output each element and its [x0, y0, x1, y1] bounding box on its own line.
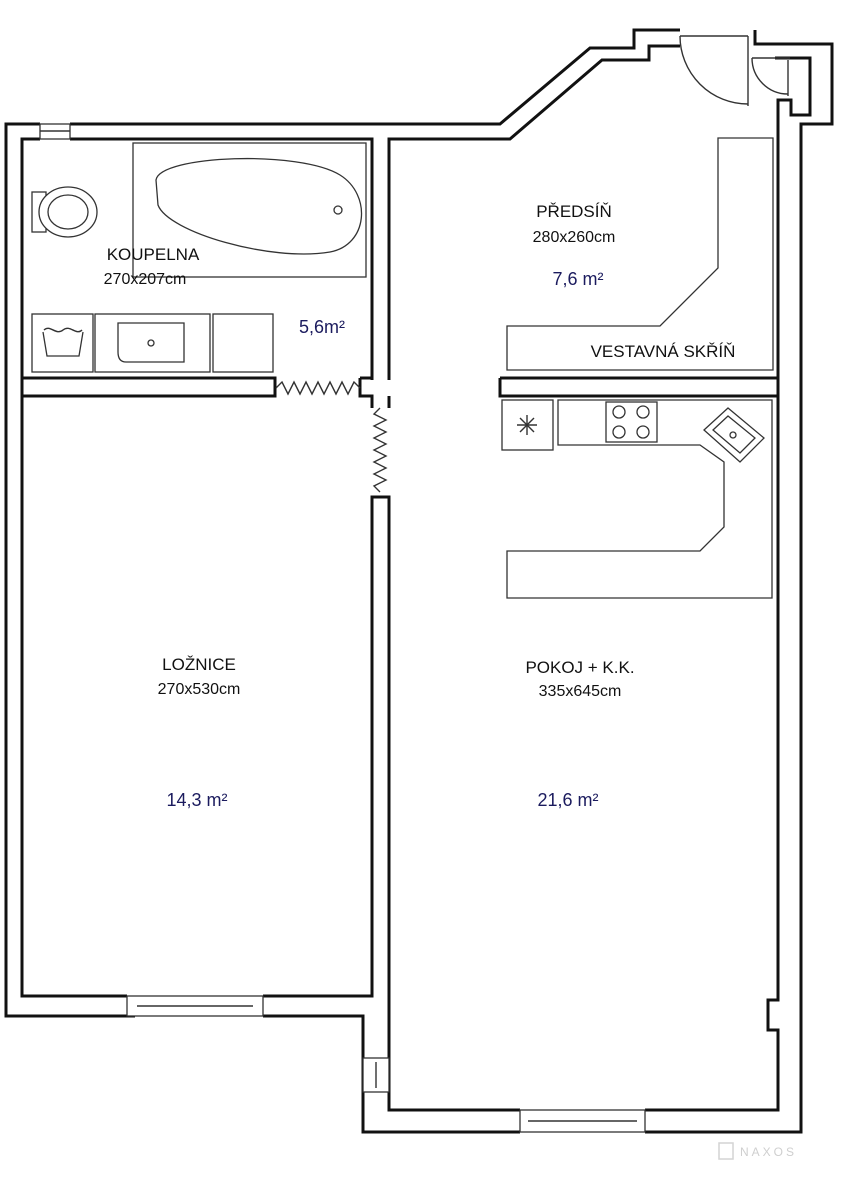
room-dimensions-pokoj: 335x645cm [538, 683, 622, 700]
watermark-text: NAXOS [740, 1145, 798, 1159]
sliding-door-bathroom [276, 382, 360, 394]
entrance-door [680, 36, 790, 106]
room-name-pokoj: POKOJ + K.K. [525, 658, 635, 677]
room-area-loznice: 14,3 m² [166, 790, 228, 810]
room-area-koupelna: 5,6m² [298, 317, 346, 337]
room-area-predsin: 7,6 m² [552, 269, 604, 289]
built-in-wardrobe [507, 138, 773, 370]
room-dimensions-koupelna: 270x207cm [103, 271, 187, 288]
bathroom-cabinet [213, 314, 273, 372]
room-name-predsin: PŘEDSÍŇ [536, 202, 612, 221]
room-name-koupelna: KOUPELNA [106, 245, 200, 264]
freezer-icon [502, 400, 553, 450]
washing-machine-icon [32, 314, 93, 372]
bathroom-sink-icon [95, 314, 210, 372]
room-area-pokoj: 21,6 m² [537, 790, 599, 810]
cooktop-icon [606, 402, 657, 442]
room-dimensions-predsin: 280x260cm [532, 229, 616, 246]
toilet-icon [32, 187, 97, 237]
wardrobe-label: VESTAVNÁ SKŘÍŇ [590, 342, 736, 361]
room-dimensions-loznice: 270x530cm [157, 681, 241, 698]
sliding-door-bedroom [374, 408, 386, 492]
watermark-logo [719, 1143, 797, 1159]
room-name-loznice: LOŽNICE [162, 655, 236, 674]
